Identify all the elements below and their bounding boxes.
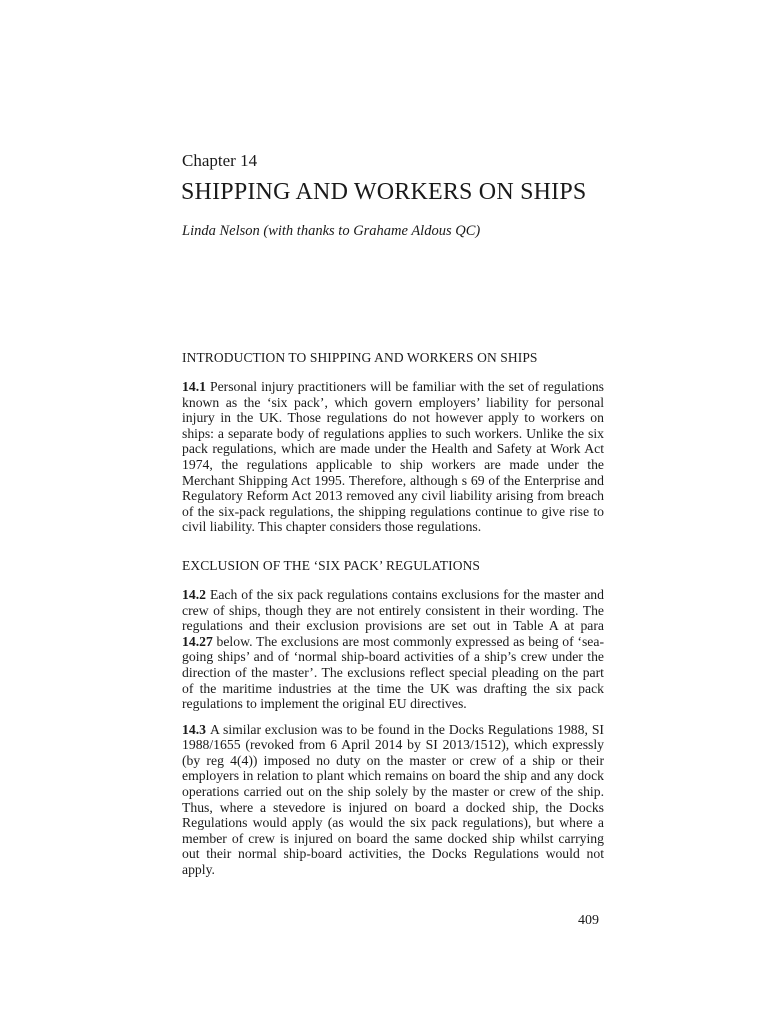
paragraph-text: Personal injury practitioners will be familiar with the set of regulations known as the ‘six pack’, which govern employers’ liability for personal injury in the UK. Those regulations do not however apply to workers on ships: a separate body of regulations applies to such workers. Unlike the six pack regulations, which are made under the Health and Safety at Work Act 1974, the regulations applicable to ship workers are made under the Merchant Shipping Act 1995. Therefore, although s 69 of the Enterprise and Regulatory Reform Act 2013 removed any civil liability arising from breach of the six-pack regulations, the shipping regulations continue to give rise to civil liability. This chapter considers those regulations. xyxy=(182,379,604,535)
paragraph-number: 14.3 xyxy=(182,721,206,737)
paragraph-text: Each of the six pack regulations contains exclusions for the master and crew of ships, though they are not entirely consistent in their wording. The regulations and their exclusion provisions are set out in Table A at para xyxy=(182,586,604,634)
chapter-title: SHIPPING AND WORKERS ON SHIPS xyxy=(181,179,587,205)
paragraph-text: below. The exclusions are most commonly expressed as being of ‘sea-going ships’ and of ‘normal ship-board activities of a ship’s crew under the direction of the master’. The exclusions reflect special pleading on the part of the maritime industries at the time the UK was drafting the six pack regulations to implement the original EU directives. xyxy=(182,633,605,712)
paragraph-14-2 xyxy=(182,587,604,712)
paragraph-number: 14.1 xyxy=(182,379,206,394)
body-column xyxy=(182,349,604,878)
chapter-author: Linda Nelson (with thanks to Grahame Aldous QC) xyxy=(182,223,481,239)
section-heading-introduction: INTRODUCTION TO SHIPPING AND WORKERS ON SHIPS xyxy=(182,350,538,365)
paragraph-cross-reference: 14.27 xyxy=(182,633,213,649)
paragraph-number: 14.2 xyxy=(182,586,206,602)
section-heading-exclusion: EXCLUSION OF THE ‘SIX PACK’ REGULATIONS xyxy=(182,557,481,573)
paragraph-text: A similar exclusion was to be found in the Docks Regulations 1988, SI 1988/1655 (revoked from 6 April 2014 by SI 2013/1512), which expressly (by reg 4(4)) imposed no duty on the master or crew of a ship or their employers in relation to plant which remains on board the ship and any dock operations carried out on the ship solely by the master or crew of the ship. Thus, where a stevedore is injured on board a docked ship, the Docks Regulations would apply (as would the six pack regulations), but where a member of crew is injured on board the same docked ship whilst carrying out their normal ship-board activities, the Docks Regulations would not apply. xyxy=(182,721,604,878)
paragraph-14-3 xyxy=(182,722,604,878)
page-number: 409 xyxy=(578,913,599,928)
chapter-label: Chapter 14 xyxy=(182,151,258,170)
paragraph-14-1 xyxy=(182,379,604,535)
